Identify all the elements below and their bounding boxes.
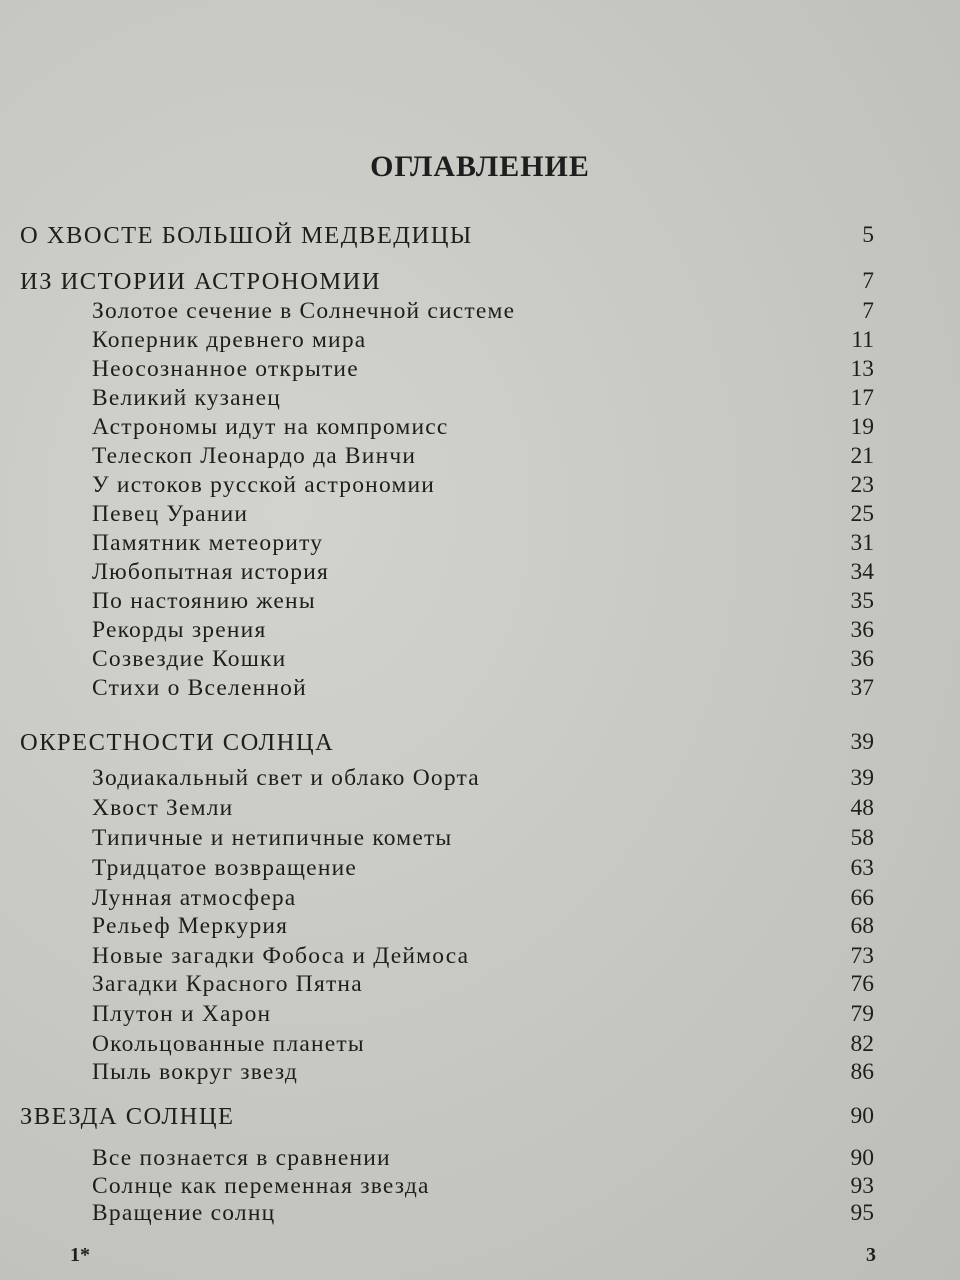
- entry-title: По настоянию жены: [92, 588, 316, 614]
- entry-page-number: 68: [850, 913, 874, 939]
- entry-page-number: 39: [850, 729, 874, 755]
- entry-title: ЗВЕЗДА СОЛНЦЕ: [20, 1103, 235, 1130]
- entry-title: Зодиакальный свет и облако Оорта: [92, 765, 480, 791]
- toc-entry: [0, 559, 960, 589]
- toc-entry: [0, 1145, 960, 1175]
- entry-page-number: 21: [850, 443, 874, 469]
- entry-page-number: 13: [850, 356, 874, 382]
- page-title: ОГЛАВЛЕНИЕ: [370, 150, 590, 183]
- toc-section: [0, 222, 960, 252]
- entry-page-number: 11: [851, 327, 874, 353]
- entry-page-number: 34: [850, 559, 874, 585]
- toc-entry: [0, 825, 960, 855]
- entry-page-number: 7: [862, 298, 874, 324]
- entry-title: Тридцатое возвращение: [92, 855, 357, 881]
- entry-title: Стихи о Вселенной: [92, 675, 307, 701]
- entry-page-number: 73: [850, 943, 874, 969]
- toc-section: [0, 729, 960, 759]
- entry-page-number: 63: [850, 855, 874, 881]
- toc-entry: [0, 765, 960, 795]
- entry-page-number: 76: [850, 971, 874, 997]
- entry-title: Золотое сечение в Солнечной системе: [92, 298, 516, 324]
- toc-entry: [0, 617, 960, 647]
- toc-entry: [0, 414, 960, 444]
- entry-page-number: 25: [850, 501, 874, 527]
- entry-title: Созвездие Кошки: [92, 646, 287, 672]
- entry-page-number: 66: [850, 885, 874, 911]
- toc-entry: [0, 1173, 960, 1203]
- toc-section: [0, 1103, 960, 1133]
- entry-title: Новые загадки Фобоса и Деймоса: [92, 943, 470, 969]
- entry-page-number: 90: [850, 1103, 874, 1129]
- entry-title: Солнце как переменная звезда: [92, 1173, 430, 1199]
- toc-entry: [0, 1031, 960, 1061]
- entry-title: ОКРЕСТНОСТИ СОЛНЦА: [20, 729, 335, 756]
- toc-entry: [0, 1200, 960, 1230]
- entry-page-number: 31: [850, 530, 874, 556]
- entry-page-number: 36: [850, 617, 874, 643]
- entry-page-number: 79: [850, 1001, 874, 1027]
- entry-page-number: 58: [850, 825, 874, 851]
- toc-entry: [0, 327, 960, 357]
- entry-page-number: 93: [850, 1173, 874, 1199]
- entry-title: У истоков русской астрономии: [92, 472, 436, 498]
- entry-title: Плутон и Харон: [92, 1001, 272, 1027]
- entry-title: Загадки Красного Пятна: [92, 971, 363, 997]
- toc-entry: [0, 855, 960, 885]
- toc-entry: [0, 443, 960, 473]
- toc-entry: [0, 385, 960, 415]
- entry-title: ИЗ ИСТОРИИ АСТРОНОМИИ: [20, 268, 382, 295]
- toc-entry: [0, 943, 960, 973]
- entry-title: Окольцованные планеты: [92, 1031, 365, 1057]
- entry-page-number: 19: [850, 414, 874, 440]
- signature-mark: 1*: [70, 1244, 90, 1266]
- entry-title: Лунная атмосфера: [92, 885, 297, 911]
- page-number: 3: [866, 1244, 876, 1266]
- entry-page-number: 90: [850, 1145, 874, 1171]
- entry-page-number: 39: [850, 765, 874, 791]
- entry-title: Любопытная история: [92, 559, 329, 585]
- entry-title: Певец Урании: [92, 501, 249, 527]
- toc-entry: [0, 646, 960, 676]
- entry-page-number: 23: [850, 472, 874, 498]
- toc-entry: [0, 971, 960, 1001]
- entry-page-number: 95: [850, 1200, 874, 1226]
- toc-entry: [0, 1001, 960, 1031]
- entry-page-number: 36: [850, 646, 874, 672]
- toc-entry: [0, 1059, 960, 1089]
- entry-page-number: 7: [862, 268, 874, 294]
- toc-entry: [0, 885, 960, 915]
- entry-page-number: 48: [850, 795, 874, 821]
- entry-title: Коперник древнего мира: [92, 327, 367, 353]
- entry-page-number: 5: [862, 222, 874, 248]
- entry-title: Вращение солнц: [92, 1200, 276, 1226]
- entry-title: Типичные и нетипичные кометы: [92, 825, 453, 851]
- toc-entry: [0, 913, 960, 943]
- toc-entry: [0, 501, 960, 531]
- entry-title: Рекорды зрения: [92, 617, 267, 643]
- toc-section: [0, 268, 960, 298]
- entry-title: Телескоп Леонардо да Винчи: [92, 443, 417, 469]
- entry-title: Неосознанное открытие: [92, 356, 359, 382]
- entry-title: Великий кузанец: [92, 385, 281, 411]
- entry-title: Астрономы идут на компромисс: [92, 414, 449, 440]
- entry-page-number: 17: [850, 385, 874, 411]
- entry-title: Рельеф Меркурия: [92, 913, 289, 939]
- toc-entry: [0, 795, 960, 825]
- entry-page-number: 37: [850, 675, 874, 701]
- entry-title: Памятник метеориту: [92, 530, 324, 556]
- entry-title: Хвост Земли: [92, 795, 234, 821]
- toc-entry: [0, 675, 960, 705]
- toc-entry: [0, 472, 960, 502]
- entry-title: Все познается в сравнении: [92, 1145, 391, 1171]
- toc-entry: [0, 356, 960, 386]
- entry-page-number: 86: [850, 1059, 874, 1085]
- entry-title: Пыль вокруг звезд: [92, 1059, 299, 1085]
- entry-page-number: 35: [850, 588, 874, 614]
- entry-page-number: 82: [850, 1031, 874, 1057]
- toc-entry: [0, 530, 960, 560]
- toc-entry: [0, 588, 960, 618]
- toc-entry: [0, 298, 960, 328]
- entry-title: О ХВОСТЕ БОЛЬШОЙ МЕДВЕДИЦЫ: [20, 222, 473, 249]
